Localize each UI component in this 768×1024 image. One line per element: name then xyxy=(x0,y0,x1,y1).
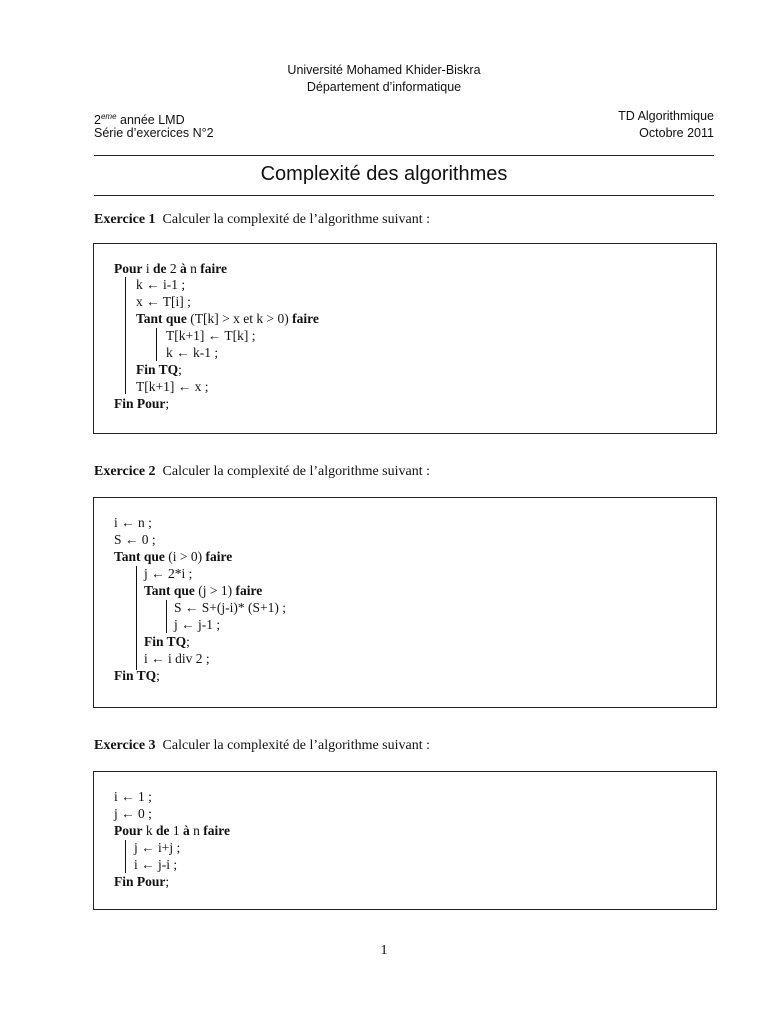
series-line: Série d’exercices N°2 xyxy=(94,126,214,140)
exercise-2-algorithm-box xyxy=(93,497,717,708)
code-line: k ← k-1 ; xyxy=(166,345,219,360)
code-line: Fin TQ; xyxy=(136,362,182,377)
code-line: S ← S+(j-i)* (S+1) ; xyxy=(174,600,286,615)
page-number: 1 xyxy=(380,943,388,958)
exercise-instruction: Calculer la complexité de l’algorithme suivant : xyxy=(162,212,431,227)
code-line: Pour i de 2 à n faire xyxy=(114,261,228,276)
level-superscript: eme xyxy=(100,112,117,121)
block-bar xyxy=(125,277,126,394)
document-date: Octobre 2011 xyxy=(639,126,714,140)
code-line: Fin TQ; xyxy=(144,634,190,649)
code-line: i ← i div 2 ; xyxy=(144,651,210,666)
code-line: T[k+1] ← x ; xyxy=(136,379,209,394)
code-line: i ← 1 ; xyxy=(114,789,152,804)
code-line: i ← n ; xyxy=(114,515,152,530)
university-name: Université Mohamed Khider-Biskra xyxy=(287,63,481,77)
code-line: Tant que (j > 1) faire xyxy=(144,583,263,598)
department-name: Département d’informatique xyxy=(306,80,462,94)
header-institution xyxy=(0,62,768,96)
exercise-2-heading xyxy=(94,463,430,481)
exercise-label: Exercice 1 xyxy=(94,212,156,227)
page-title: Complexité des algorithmes xyxy=(260,163,508,185)
block-bar xyxy=(125,840,126,873)
code-line: Fin Pour; xyxy=(114,874,170,889)
exercise-instruction: Calculer la complexité de l’algorithme suivant : xyxy=(162,738,431,753)
exercise-label: Exercice 3 xyxy=(94,738,156,753)
code-line: Tant que (T[k] > x et k > 0) faire xyxy=(136,311,319,326)
code-line: Fin TQ; xyxy=(114,668,160,683)
exercise-1-algorithm-box xyxy=(93,243,717,434)
block-bar xyxy=(166,600,167,633)
block-bar xyxy=(156,328,157,361)
exercise-instruction: Calculer la complexité de l’algorithme suivant : xyxy=(162,464,431,479)
level-text: année LMD xyxy=(116,113,185,128)
code-line: j ← 0 ; xyxy=(114,806,152,821)
code-line: x ← T[i] ; xyxy=(136,294,191,309)
code-line: Fin Pour; xyxy=(114,396,170,411)
exercise-3-algorithm-box xyxy=(93,771,717,910)
code-line: T[k+1] ← T[k] ; xyxy=(166,328,256,343)
code-line: S ← 0 ; xyxy=(114,532,156,547)
exercise-3-heading xyxy=(94,737,430,755)
code-line: j ← j-1 ; xyxy=(174,617,221,632)
code-line: k ← i-1 ; xyxy=(136,277,186,292)
code-line: j ← i+j ; xyxy=(134,840,181,855)
title-rule-bottom xyxy=(94,195,714,196)
course-name: TD Algorithmique xyxy=(618,109,714,123)
code-line: Pour k de 1 à n faire xyxy=(114,823,230,838)
exercise-1-heading xyxy=(94,211,430,229)
code-line: j ← 2*i ; xyxy=(144,566,193,581)
exercise-label: Exercice 2 xyxy=(94,464,156,479)
code-line: Tant que (i > 0) faire xyxy=(114,549,233,564)
title-rule-top xyxy=(94,155,714,156)
code-line: i ← j-i ; xyxy=(134,857,178,872)
block-bar xyxy=(136,566,137,670)
level-number: 2 xyxy=(94,113,101,128)
